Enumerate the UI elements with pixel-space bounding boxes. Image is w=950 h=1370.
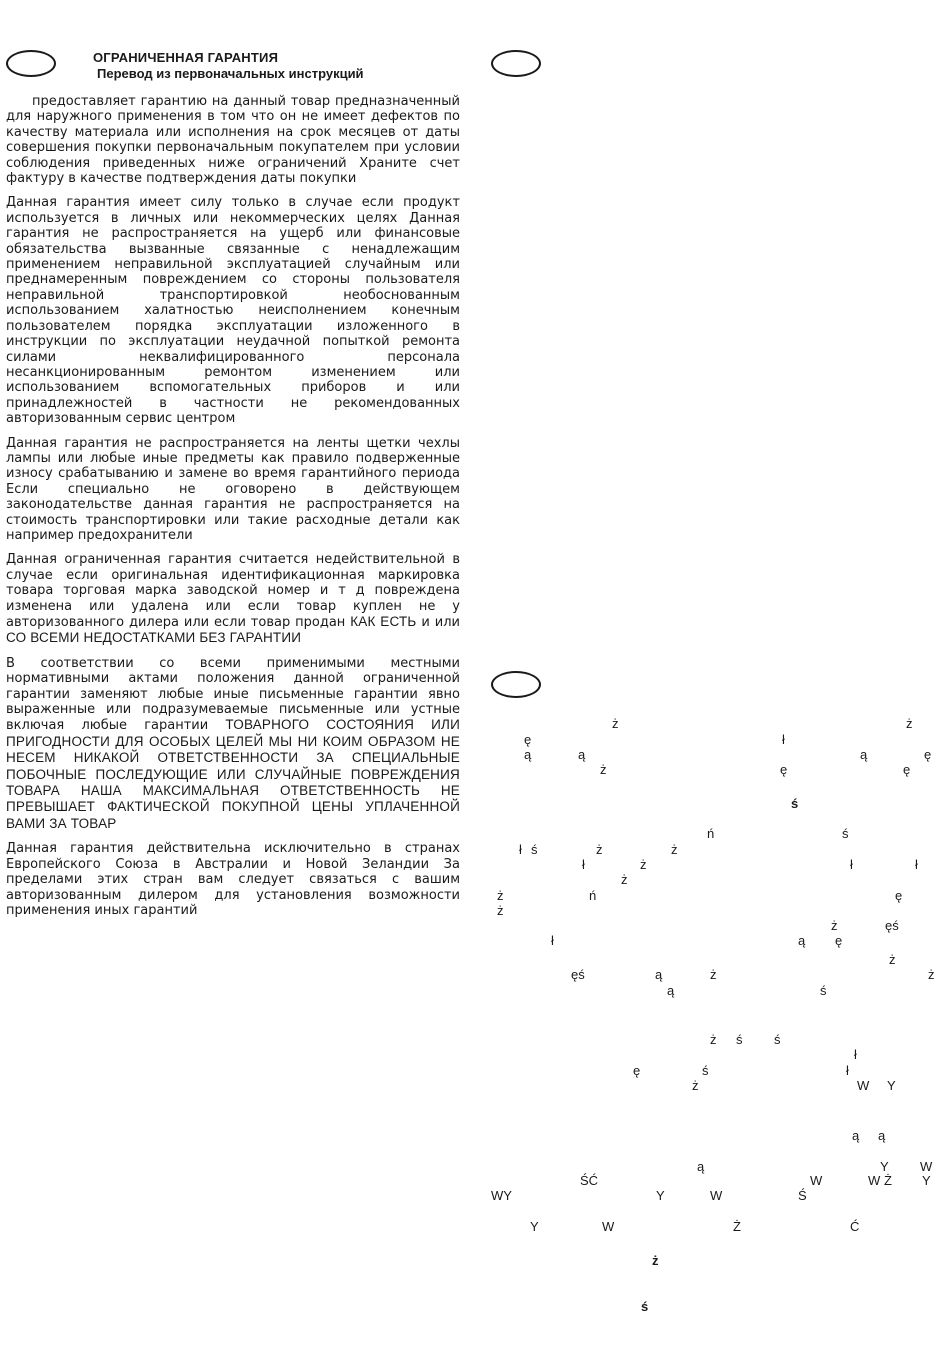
paragraph-invalidation-text: Данная ограниченная гарантия считается недействительной в случае если оригинальная идентификационная маркировка товара торговая марка заводской номер и т д повреждена изменена или удалена или если товар куплен не у авторизованного дилера или если товар продан (6, 552, 460, 630)
char-31: ę (835, 933, 843, 948)
char-39: ż (710, 1032, 717, 1047)
char-46: ż (692, 1078, 699, 1093)
char-32: ż (889, 952, 896, 967)
char-50: ą (878, 1128, 886, 1143)
char-66: Ć (850, 1219, 860, 1234)
char-52: Y (880, 1159, 889, 1174)
char-48: Y (887, 1078, 896, 1093)
char-19: ż (640, 857, 647, 872)
char-37: ą (667, 983, 675, 998)
char-4: ą (524, 747, 532, 762)
char-3: ł (782, 732, 785, 747)
char-38: ś (820, 983, 827, 998)
paragraph-limitations-text: В соответствии со всеми применимыми местными нормативными актами положения данной ограниченной гарантии заменяют любые иные письменные гарантии явно выраженные или подразумеваемые письменные или устные включая любые гарантии (6, 655, 460, 734)
char-58: Y (922, 1173, 931, 1188)
char-34: ą (655, 967, 663, 982)
char-68: ś (641, 1299, 649, 1314)
char-35: ż (710, 967, 717, 982)
char-10: ę (903, 762, 911, 777)
char-64: W (602, 1219, 615, 1234)
char-41: ś (774, 1032, 781, 1047)
char-23: ż (497, 888, 504, 903)
char-18: ł (582, 857, 585, 872)
with-all-faults-phrase: СО ВСЕМИ НЕДОСТАТКАМИ БЕЗ ГАРАНТИИ (6, 630, 302, 646)
char-30: ą (798, 933, 806, 948)
char-27: ż (831, 918, 838, 933)
paragraph-validity: Данная гарантия имеет силу только в случае если продукт используется в личных или некоммерческих целях Данная гарантия не распространяется на ущерб или финансовые обязательства вызванные связанные с ненадлежащим применением неправильной эксплуатацией случайным или преднамеренным повреждением со стороны пользователя неправильной транспортировкой необоснованным использованием халатностью неисполнением конечным пользователем порядка эксплуатации изложенного в инструкции по эксплуатации неудачной попыткой ремонта силами неквалифицированного персонала несанкционированным ремонтом изменением или использованием вспомогательных приборов и или принадлежностей в частности не рекомендованных авторизованным сервис центром (6, 195, 460, 427)
char-57: Ż (884, 1173, 892, 1188)
paragraph-coverage: предоставляет гарантию на данный товар предназначенный для наружного применения в том что он не имеет дефектов по качеству материала или исполнения на срок месяцев от даты совершения покупки первоначальным покупателем при условии соблюдения приведенных ниже ограничений Храните счет фактуру в качестве подтверждения даты покупки (6, 94, 460, 187)
char-55: W (810, 1173, 823, 1188)
and-or-phrase: и или (421, 615, 460, 630)
char-9: ę (780, 762, 788, 777)
char-5: ą (578, 747, 586, 762)
char-0: ż (612, 716, 619, 731)
page-subtitle: Перевод из первоначальных инструкций (97, 66, 364, 81)
char-21: ł (915, 857, 918, 872)
char-54: ŚĆ (580, 1173, 599, 1188)
paragraph-exclusions: Данная гарантия не распространяется на ленты щетки чехлы лампы или любые иные предметы как правило подверженные износу срабатыванию и замене во время гарантийного периода Если специально не оговорено в действующем законодательстве данная гарантия не распространяется на стоимость транспортировки или такие расходные детали как например предохранители (6, 435, 460, 543)
page-title: ОГРАНИЧЕННАЯ ГАРАНТИЯ (93, 50, 279, 65)
char-51: ą (697, 1159, 705, 1174)
char-14: ł (519, 842, 522, 857)
char-8: ż (600, 762, 607, 777)
char-59: WY (491, 1188, 512, 1203)
char-7: ę (924, 747, 932, 762)
char-56: W (868, 1173, 881, 1188)
char-24: ń (589, 888, 597, 903)
char-49: ą (852, 1128, 860, 1143)
char-26: ż (497, 903, 504, 918)
char-2: ę (524, 732, 532, 747)
char-22: ż (621, 872, 628, 887)
char-15: ś (531, 842, 538, 857)
char-47: W (857, 1078, 870, 1093)
char-12: ń (707, 826, 715, 841)
char-42: ł (854, 1047, 857, 1062)
as-is-phrase: КАК ЕСТЬ (350, 614, 417, 629)
char-65: Ż (733, 1219, 741, 1234)
char-67: ż (652, 1253, 659, 1268)
char-20: ł (850, 857, 853, 872)
char-33: ęś (571, 967, 585, 982)
char-17: ż (671, 842, 678, 857)
char-45: ł (846, 1063, 849, 1078)
disclaimer-caps: ТОВАРНОГО СОСТОЯНИЯ ИЛИ ПРИГОДНОСТИ ДЛЯ ОСОБЫХ ЦЕЛЕЙ МЫ НИ КОИМ ОБРАЗОМ НЕ НЕСЕМ НИКАКОЙ ОТВЕТСТВЕННОСТИ ЗА СПЕЦИАЛЬНЫЕ ПОБОЧНЫЕ ПОСЛЕДУЮЩИЕ ИЛИ СЛУЧАЙНЫЕ ПОВРЕЖДЕНИЯ ТОВАРА НАША МАКСИМАЛЬНАЯ ОТВЕТСТВЕННОСТЬ НЕ ПРЕВЫШАЕТ ФАКТИЧЕСКОЙ ПОКУПНОЙ ЦЕНЫ УПЛАЧЕННОЙ ВАМИ ЗА ТОВАР (6, 717, 460, 831)
char-63: Y (530, 1219, 539, 1234)
char-6: ą (860, 747, 868, 762)
char-11: ś (791, 796, 799, 811)
char-60: Y (656, 1188, 665, 1203)
char-62: Ś (798, 1188, 807, 1203)
char-13: ś (842, 826, 849, 841)
char-25: ę (895, 888, 903, 903)
char-28: ęś (885, 918, 899, 933)
char-1: ż (906, 716, 913, 731)
char-53: W (920, 1159, 933, 1174)
paragraph-territory: Данная гарантия действительна исключительно в странах Европейского Союза в Австралии и Новой Зеландии За пределами этих стран вам следует связаться с вашим авторизованным дилером для установления возможности применения иных гарантий (6, 841, 460, 918)
char-61: W (710, 1188, 723, 1203)
char-40: ś (736, 1032, 743, 1047)
char-43: ę (633, 1063, 641, 1078)
char-44: ś (702, 1063, 709, 1078)
char-16: ż (596, 842, 603, 857)
char-29: ł (551, 933, 554, 948)
char-36: ż (928, 967, 935, 982)
